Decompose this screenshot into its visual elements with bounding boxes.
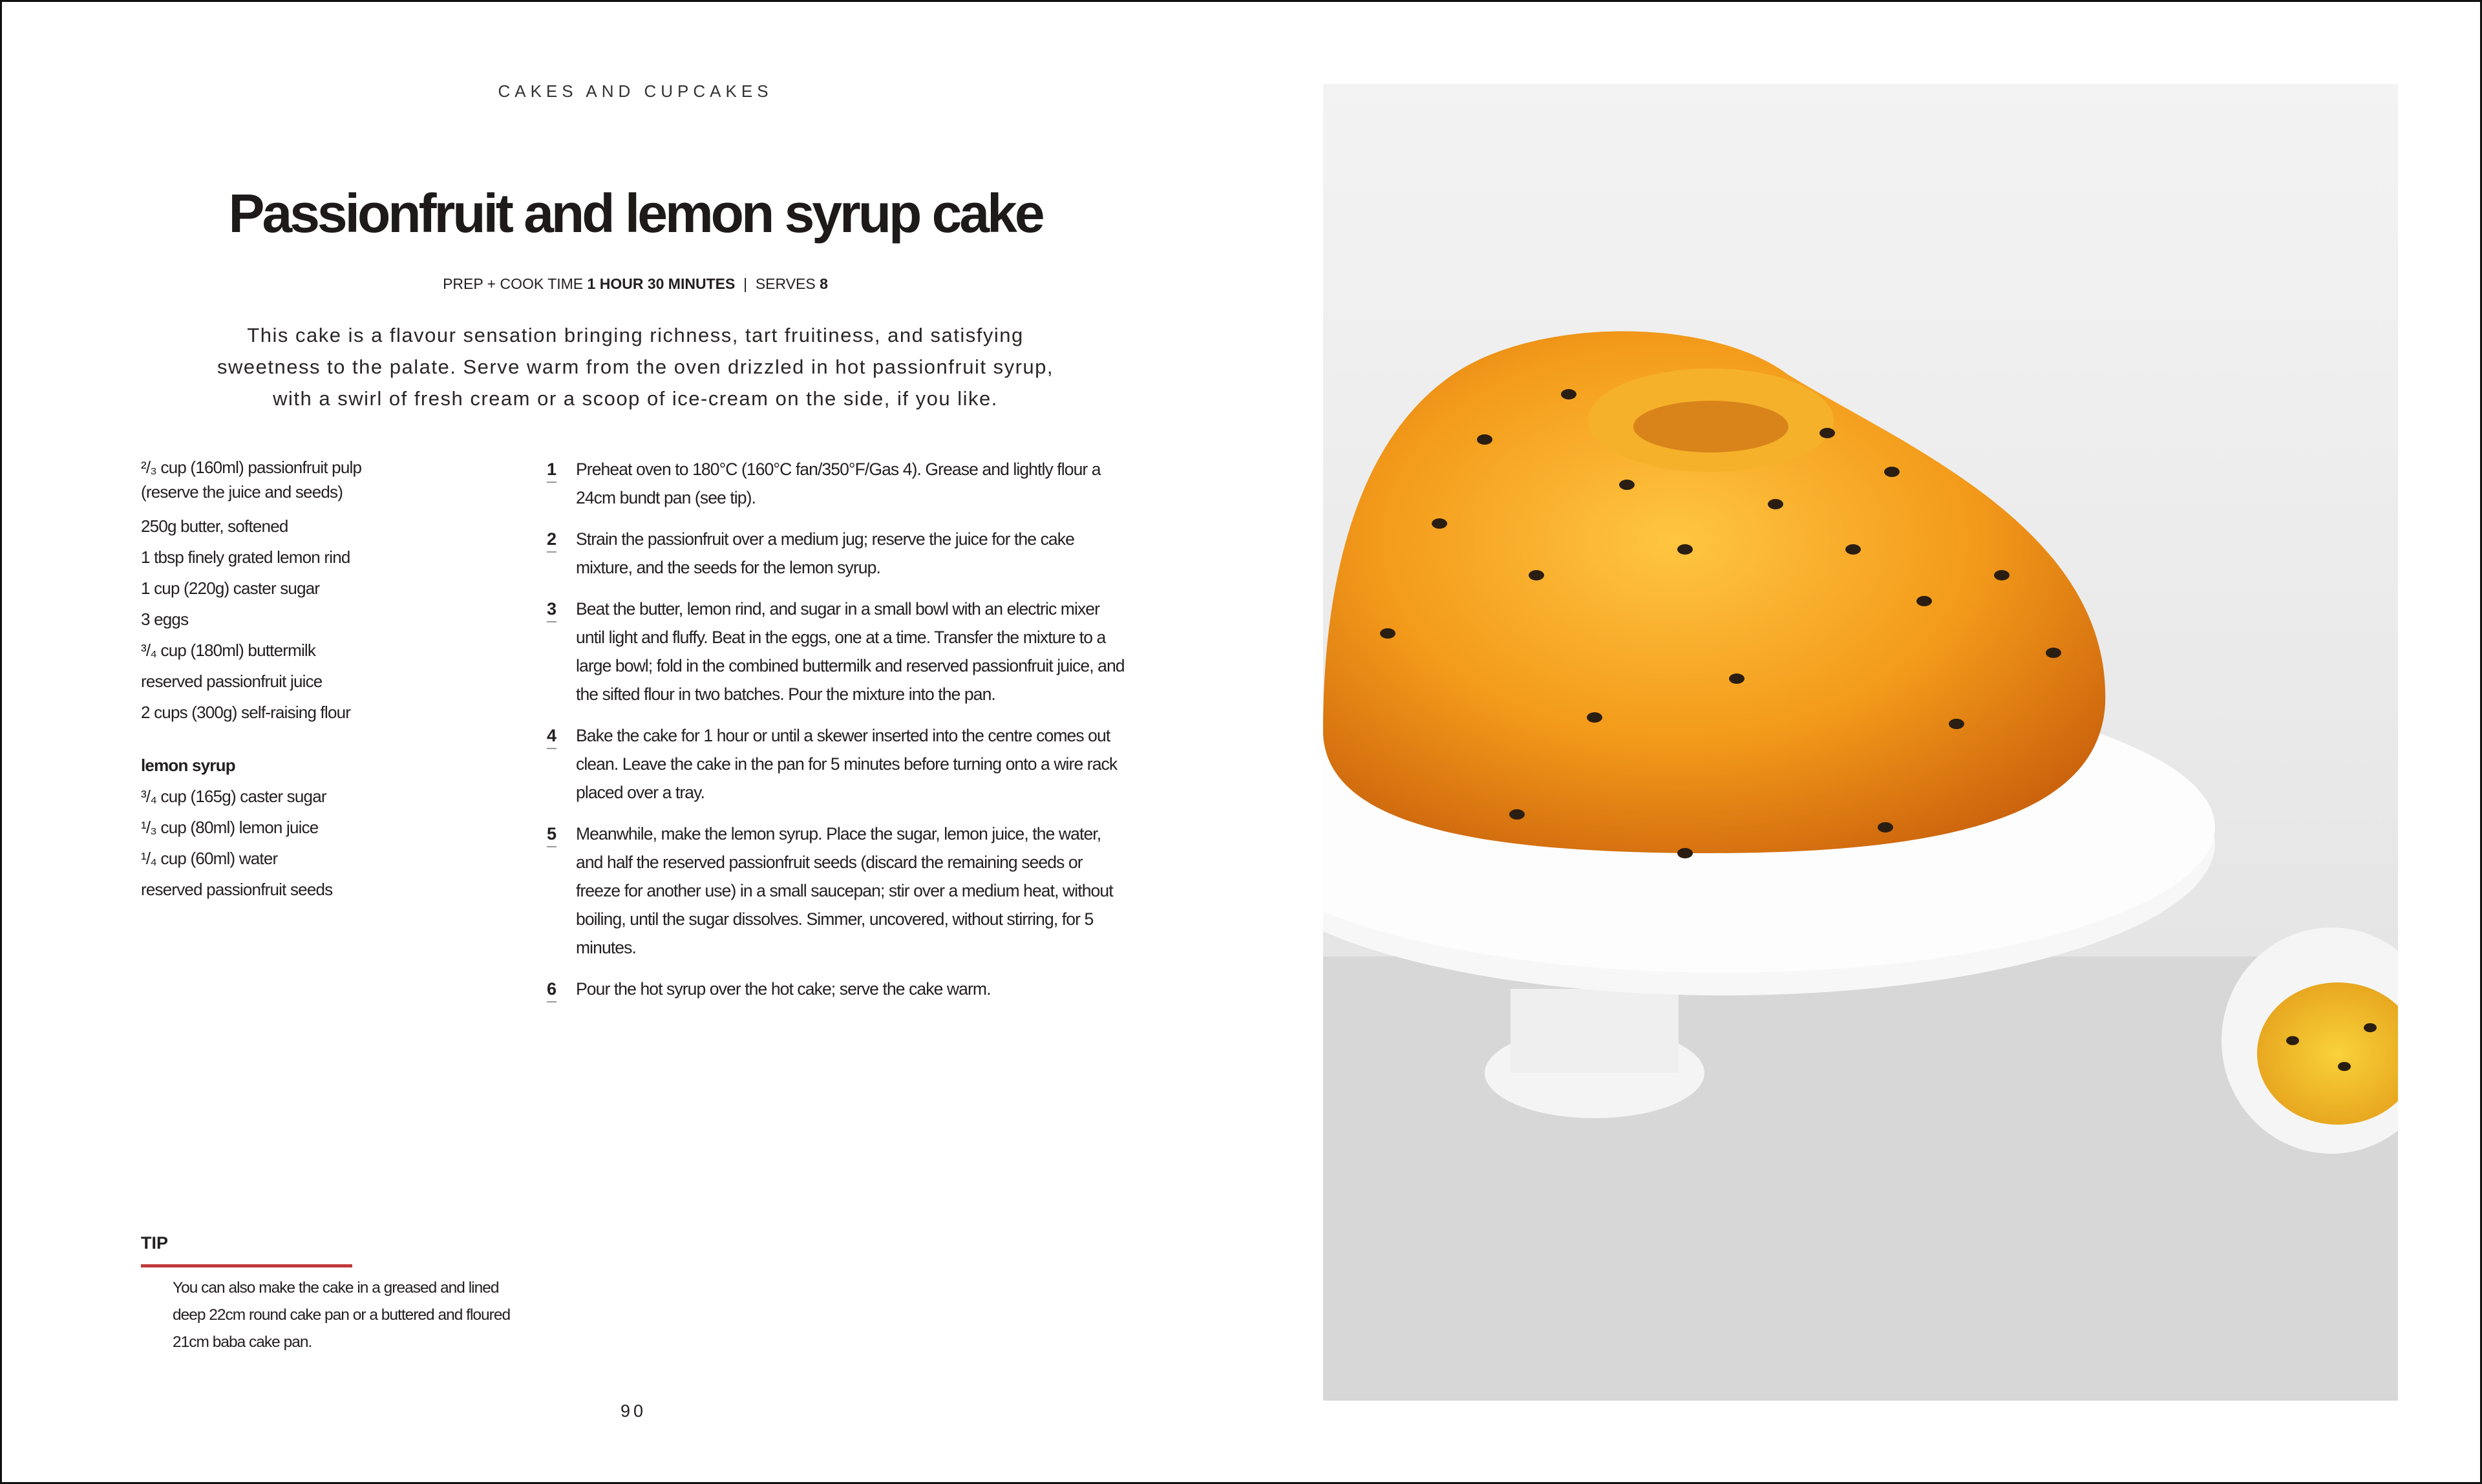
- recipe-meta: [0, 275, 1271, 293]
- method-step: [547, 455, 1129, 512]
- step-number: 5: [547, 824, 557, 843]
- step-text: Beat the butter, lemon rind, and sugar in a small bowl with an electric mixer until light and fluffy. Beat in the eggs, one at a time. Transfer the mixture to a large bowl; fold in the combined buttermilk and reserved passionfruit juice, and the sifted flour in two batches. Pour the mixture into the pan.: [576, 599, 1125, 704]
- ingredient-item: 2 cups (300g) self-raising flour: [141, 703, 351, 722]
- step-number: 6: [547, 979, 557, 999]
- ingredient-item: ³/₄ cup (180ml) buttermilk: [141, 641, 316, 660]
- prep-value: 1 HOUR 30 MINUTES: [587, 275, 736, 292]
- method-step: [547, 721, 1129, 807]
- syrup-item: ¹/₃ cup (80ml) lemon juice: [141, 818, 319, 837]
- serves-value: 8: [820, 275, 828, 292]
- tip-divider: [141, 1264, 352, 1267]
- recipe-title: Passionfruit and lemon syrup cake: [228, 183, 1043, 244]
- syrup-item: ³/₄ cup (165g) caster sugar: [141, 787, 326, 806]
- method-step: [547, 525, 1129, 582]
- section-header: CAKES AND CUPCAKES: [498, 81, 773, 101]
- ingredient-item: ²/₃ cup (160ml) passionfruit pulp (reserve the juice and seeds): [141, 458, 362, 502]
- method-step: [547, 595, 1129, 708]
- method-step: [547, 975, 1129, 1003]
- syrup-item: ¹/₄ cup (60ml) water: [141, 849, 278, 868]
- method-steps: [547, 455, 1129, 1016]
- cake-photo: [1323, 84, 2398, 1401]
- step-text: Preheat oven to 180°C (160°C fan/350°F/Gas 4). Grease and lightly flour a 24cm bundt pan (see tip).: [576, 460, 1101, 507]
- step-text: Meanwhile, make the lemon syrup. Place the sugar, lemon juice, the water, and half the reserved passionfruit seeds (discard the remaining seeds or freeze for another use) in a small saucepan; stir over a medium heat, without boiling, until the sugar dissolves. Simmer, uncovered, without stirring, for 5 minutes.: [576, 824, 1113, 957]
- step-number: 3: [547, 599, 557, 619]
- ingredient-item: 3 eggs: [141, 610, 189, 629]
- step-number: 1: [547, 460, 557, 479]
- prep-label: PREP + COOK TIME: [443, 275, 584, 292]
- ingredient-item: 1 tbsp finely grated lemon rind: [141, 547, 350, 567]
- syrup-item: reserved passionfruit seeds: [141, 880, 333, 899]
- tip-heading: TIP: [141, 1233, 169, 1253]
- separator: |: [743, 275, 748, 292]
- step-text: Strain the passionfruit over a medium jug; reserve the juice for the cake mixture, and the seeds for the lemon syrup.: [576, 529, 1074, 577]
- ingredient-item: reserved passionfruit juice: [141, 672, 323, 691]
- ingredients-list: [141, 455, 503, 905]
- tip-text: You can also make the cake in a greased and lined deep 22cm round cake pan or a buttered and floured 21cm baba cake pan.: [173, 1279, 511, 1351]
- step-text: Pour the hot syrup over the hot cake; serve the cake warm.: [576, 979, 991, 999]
- method-step: [547, 820, 1129, 962]
- step-number: 2: [547, 529, 557, 549]
- serves-label: SERVES: [755, 275, 816, 292]
- step-number: 4: [547, 726, 557, 745]
- syrup-heading: lemon syrup: [141, 756, 235, 775]
- page-number: 90: [620, 1401, 647, 1421]
- ingredient-item: 250g butter, softened: [141, 516, 288, 536]
- recipe-intro: This cake is a flavour sensation bringing richness, tart fruitiness, and satisfying sweetness to the palate. Serve warm from the oven drizzled in hot passionfruit syrup, with a swirl of fresh cream or a scoop of ice-cream on the side, if you like.: [217, 324, 1054, 410]
- step-text: Bake the cake for 1 hour or until a skewer inserted into the centre comes out clean. Leave the cake in the pan for 5 minutes before turning onto a wire rack placed over a tray.: [576, 726, 1118, 802]
- ingredient-item: 1 cup (220g) caster sugar: [141, 578, 320, 598]
